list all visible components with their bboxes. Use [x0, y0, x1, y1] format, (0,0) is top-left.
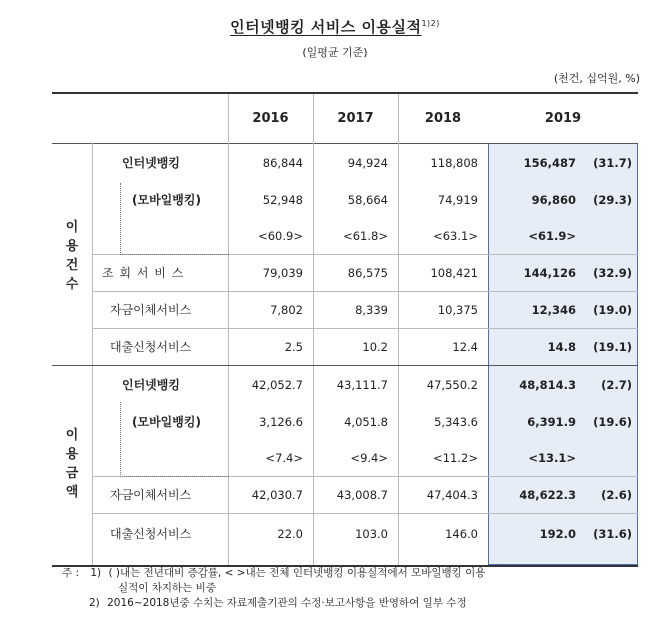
title-text: 인터넷뱅킹 서비스 이용실적 — [230, 18, 422, 36]
header-divider — [52, 143, 638, 144]
cell-2019: 144,126 — [523, 266, 576, 280]
group-divider — [92, 143, 93, 565]
cell-2016: 42,030.7 — [251, 488, 303, 502]
cell-change-rate: (29.3) — [593, 193, 632, 207]
cell-2017: 58,664 — [347, 193, 388, 207]
cell-change-rate: (19.6) — [593, 415, 632, 429]
footnotes — [62, 566, 642, 611]
cell-2016: 86,844 — [262, 156, 303, 170]
cell-2019: 6,391.9 — [527, 415, 576, 429]
cell-2018: 108,421 — [430, 266, 478, 280]
title-footnote-marker: 1)2) — [421, 19, 440, 28]
cell-2016: 22.0 — [277, 527, 303, 541]
cell-change-rate: (19.0) — [593, 303, 632, 317]
header-2017: 2017 — [337, 111, 374, 126]
table-title — [0, 16, 670, 37]
cell-change-rate: (2.7) — [601, 378, 632, 392]
cell-2019: 192.0 — [539, 527, 576, 541]
cell-2017: 94,924 — [347, 156, 388, 170]
cell-2019: 48,814.3 — [519, 378, 576, 392]
cell-2018: 12.4 — [452, 340, 478, 354]
cell-share-2017: <9.4> — [350, 451, 388, 465]
cell-change-rate: (32.9) — [593, 266, 632, 280]
row-label: 자금이체서비스 — [110, 488, 192, 502]
cell-2018: 47,404.3 — [426, 488, 478, 502]
cell-2016: 79,039 — [262, 266, 303, 280]
cell-share-2016: <60.9> — [258, 229, 303, 243]
cell-2019: 156,487 — [523, 156, 576, 170]
cell-2017: 43,008.7 — [336, 488, 388, 502]
cell-change-rate: (31.6) — [593, 527, 632, 541]
cell-share-2019: <61.9> — [528, 229, 576, 243]
row-label: 인터넷뱅킹 — [122, 378, 180, 392]
cell-2017: 103.0 — [355, 527, 388, 541]
cell-2017: 43,111.7 — [336, 378, 388, 392]
cell-2016: 2.5 — [284, 340, 303, 354]
units-label: (천건, 십억원, %) — [553, 72, 640, 85]
cell-share-2017: <61.8> — [343, 229, 388, 243]
cell-2016: 3,126.6 — [259, 415, 303, 429]
cell-share-2018: <63.1> — [433, 229, 478, 243]
data-table — [52, 92, 638, 567]
cell-2019: 96,860 — [531, 193, 576, 207]
cell-2017: 4,051.8 — [344, 415, 388, 429]
table-subtitle: (일평균 기준) — [302, 46, 368, 59]
cell-2018: 10,375 — [437, 303, 478, 317]
row-label: 대출신청서비스 — [110, 527, 192, 541]
header-2018: 2018 — [424, 111, 462, 126]
notes-prefix: 주 : — [62, 567, 80, 579]
cell-change-rate: (19.1) — [593, 340, 632, 354]
note-1-continuation: 실적이 차지하는 비중 — [118, 582, 216, 594]
cell-2018: 146.0 — [445, 527, 478, 541]
cell-2018: 5,343.6 — [434, 415, 478, 429]
cell-2019: 48,622.3 — [519, 488, 576, 502]
cell-2017: 10.2 — [362, 340, 388, 354]
note-2-text: 2016~2018년중 수치는 자료제출기관의 수정·보고사항을 반영하여 일부 수정 — [107, 597, 467, 609]
header-2019: 2019 — [544, 111, 582, 126]
row-label: 자금이체서비스 — [110, 303, 192, 317]
row-label: 조 회 서 비 스 — [102, 266, 185, 280]
header-2016: 2016 — [252, 111, 289, 126]
cell-2018: 74,919 — [437, 193, 478, 207]
note-1-text: ( )내는 전년대비 증감률, < >내는 전체 인터넷뱅킹 이용실적에서 모바일뱅킹 이용 — [108, 567, 486, 579]
cell-2016: 52,948 — [262, 193, 303, 207]
cell-2017: 86,575 — [347, 266, 388, 280]
cell-share-2018: <11.2> — [433, 451, 478, 465]
cell-2018: 118,808 — [430, 156, 478, 170]
row-label: (모바일뱅킹) — [132, 415, 201, 429]
cell-share-2016: <7.4> — [265, 451, 303, 465]
cell-change-rate: (31.7) — [593, 156, 632, 170]
row-label: 인터넷뱅킹 — [122, 156, 180, 170]
cell-change-rate: (2.6) — [601, 488, 632, 502]
cell-2019: 12,346 — [531, 303, 576, 317]
cell-2017: 8,339 — [355, 303, 388, 317]
cell-share-2019: <13.1> — [528, 451, 576, 465]
row-label: (모바일뱅킹) — [132, 193, 201, 207]
cell-2016: 7,802 — [270, 303, 303, 317]
note-1-number: 1) — [90, 567, 102, 579]
cell-2016: 42,052.7 — [251, 378, 303, 392]
note-2-number: 2) — [89, 597, 100, 609]
group-label-amount: 이 용 금 액 — [65, 428, 79, 500]
cell-2018: 47,550.2 — [426, 378, 478, 392]
row-label: 대출신청서비스 — [110, 340, 192, 354]
group-label-count: 이 용 건 수 — [65, 220, 79, 292]
cell-2019: 14.8 — [547, 340, 576, 354]
